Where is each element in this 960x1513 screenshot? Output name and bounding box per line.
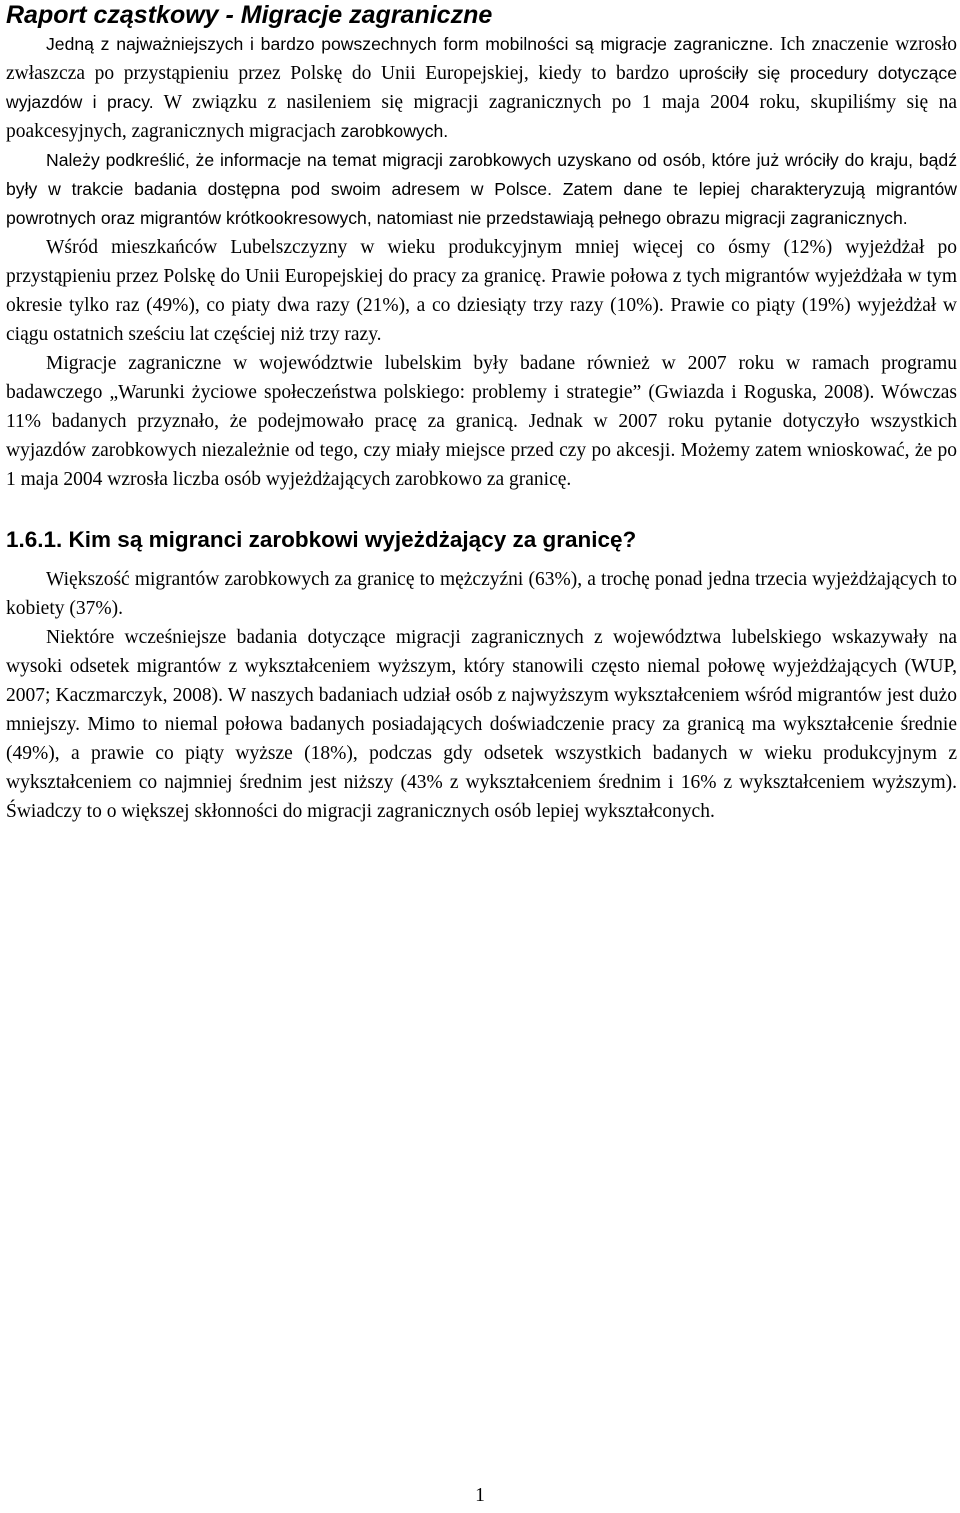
- intro-p2-text: Należy podkreślić, że informacje na temat migracji zarobkowych uzyskano od osób, które już wróciły do kraju, bądź były w trakcie badania dostępna pod swoim adresem w Polsce. Zatem dane te lepiej charakteryzują migrantów powrotnych oraz migrantów krótkookresowych, natomiast nie przedstawiają pełnego obrazu migracji zagranicznych.: [6, 150, 957, 228]
- intro-paragraph-3: Wśród mieszkańców Lubelszczyzny w wieku produkcyjnym mniej więcej co ósmy (12%) wyjeżdżał po przystąpieniu przez Polskę do Unii Europejskiej do pracy za granicę. Prawie połowa z tych migrantów wyjeżdżała w tym okresie tylko raz (49%), co piaty dwa razy (21%), a co dziesiąty trzy razy (10%). Prawie co piąty (19%) wyjeżdżał w ciągu ostatnich sześciu lat częściej niż trzy razy.: [6, 237, 957, 345]
- intro-paragraph-2: [6, 146, 957, 233]
- intro-p1-sans-run: Jedną z najważniejszych i bardzo powszechnych form mobilności są migracje zagraniczne.: [46, 34, 774, 54]
- section-heading: 1.6.1. Kim są migranci zarobkowi wyjeżdżający za granicę?: [6, 527, 637, 552]
- intro-p1-sans-run-3: zarobkowych.: [335, 121, 449, 141]
- page-number: 1: [475, 1485, 485, 1506]
- intro-p1-serif-run: Ich znaczenie wzrosło zwłaszcza po przystąpieniu przez Polskę do Unii Europejskiej, kiedy to bardzo: [6, 34, 958, 84]
- intro-p1-serif-run-2: W związku z nasileniem się migracji zagranicznych po 1 maja 2004 roku, skupiliśmy się na poakcesyjnych, zagranicznych migracjach: [6, 92, 958, 142]
- intro-p1-sans-run-2: uprościły się procedury dotyczące wyjazdów i pracy.: [6, 63, 957, 112]
- section-paragraph-1: Większość migrantów zarobkowych za granicę to mężczyźni (63%), a trochę ponad jedna trzecia wyjeżdżających to kobiety (37%).: [6, 569, 957, 619]
- intro-paragraph-1: [6, 30, 957, 146]
- section-paragraph-2: Niektóre wcześniejsze badania dotyczące migracji zagranicznych z województwa lubelskiego wskazywały na wysoki odsetek migrantów z wykształceniem wyższym, który stanowili często niemal połowę wyjeżdżających (WUP, 2007; Kaczmarczyk, 2008). W naszych badaniach udział osób z najwyższym wykształceniem wśród migrantów jest dużo mniejszy. Mimo to niemal połowa badanych posiadających doświadczenie pracy za granicą ma wykształcenie średnie (49%), a prawie co piąty wyższe (18%), podczas gdy odsetek wszystkich badanych w wieku produkcyjnym z wykształceniem co najmniej średnim jest niższy (43% z wykształceniem średnim i 16% z wykształceniem wyższym). Świadczy to o większej skłonności do migracji zagranicznych osób lepiej wykształconych.: [6, 627, 957, 822]
- intro-paragraph-4: Migracje zagraniczne w województwie lubelskim były badane również w 2007 roku w ramach programu badawczego „Warunki życiowe społeczeństwa polskiego: problemy i strategie” (Gwiazda i Roguska, 2008). Wówczas 11% badanych przyznało, że podejmowało pracę za granicą. Jednak w 2007 roku pytanie dotyczyło wszystkich wyjazdów zarobkowych niezależnie od tego, czy miały miejsce przed czy po akcesji. Możemy zatem wnioskować, że po 1 maja 2004 wzrosła liczba osób wyjeżdżających zarobkowo za granicę.: [6, 353, 957, 490]
- document-title: Raport cząstkowy - Migracje zagraniczne: [6, 1, 493, 29]
